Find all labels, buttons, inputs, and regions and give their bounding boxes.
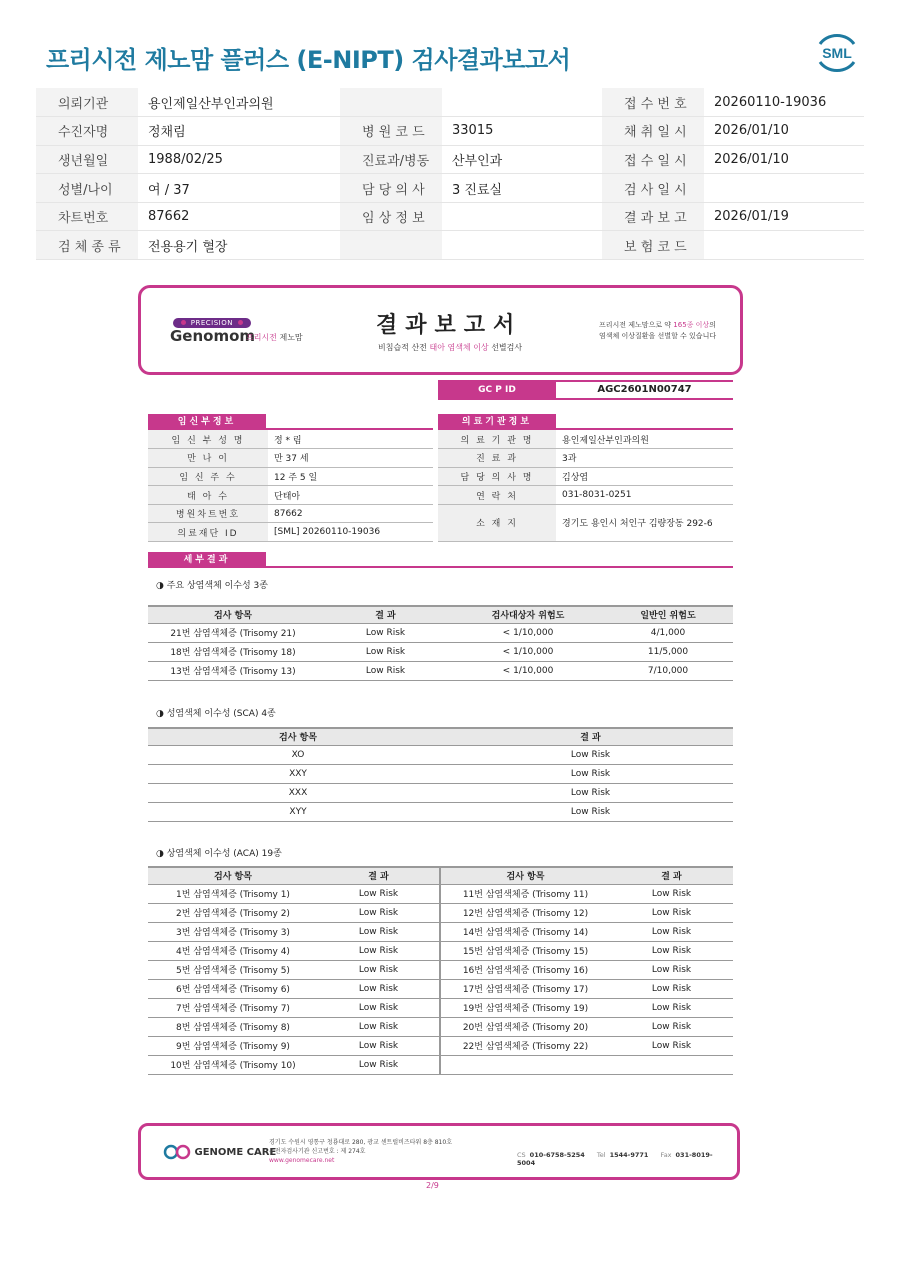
info-row	[438, 486, 733, 505]
result-value: Low Risk	[318, 979, 440, 998]
footer-address: 경기도 수원시 영통구 청룡대로 280, 광교 센트럴비즈타워 8층 810호 유전자검사기관 신고번호 : 제 274호 www.genomecare.net	[269, 1139, 452, 1164]
aca-subtitle: ◑ 상염색체 이수성 (ACA) 19종	[156, 849, 282, 859]
header-label: 임 상 정 보	[340, 202, 442, 231]
column-header: 결 과	[448, 728, 733, 745]
major-table	[148, 605, 733, 681]
info-label: 의 료 기 관 명	[438, 430, 556, 449]
report-document	[138, 285, 743, 1190]
result-value: Low Risk	[318, 1017, 440, 1036]
test-item: < 1/10,000	[453, 661, 603, 680]
info-value: 87662	[268, 504, 433, 523]
header-value: 산부인과	[442, 145, 602, 174]
header-label: 생년월일	[36, 145, 138, 174]
result-row	[148, 922, 733, 941]
result-value: Low Risk	[610, 1036, 733, 1055]
result-row	[148, 960, 733, 979]
test-item: < 1/10,000	[453, 623, 603, 642]
header-value: 20260110-19036	[704, 88, 864, 117]
header-label: 병 원 코 드	[340, 117, 442, 146]
header-label: 보 험 코 드	[602, 231, 704, 260]
header-value: 1988/02/25	[138, 145, 340, 174]
major-subtitle: ◑ 주요 상염색체 이수성 3종	[156, 581, 268, 591]
result-value: Low Risk	[318, 1036, 440, 1055]
result-value: Low Risk	[610, 941, 733, 960]
result-value: Low Risk	[610, 903, 733, 922]
aca-table	[148, 866, 733, 1075]
test-item: 4번 삼염색체증 (Trisomy 4)	[148, 941, 318, 960]
banner-note: 프리시전 제노맘으로 약 165종 이상의 염색체 이상질환을 선별할 수 있습니다	[599, 321, 717, 340]
column-header: 일반인 위험도	[603, 606, 733, 623]
header-row	[36, 117, 864, 146]
info-row	[148, 449, 433, 468]
gcpid-label: GC P ID	[438, 380, 556, 400]
result-value: Low Risk	[448, 802, 733, 821]
genomom-logo: Genomom	[170, 327, 256, 345]
info-label: 임 신 부 성 명	[148, 430, 268, 449]
header-value: 여 / 37	[138, 174, 340, 203]
result-row	[148, 802, 733, 821]
test-item: 12번 삼염색체증 (Trisomy 12)	[440, 903, 610, 922]
header-value: 3 진료실	[442, 174, 602, 203]
info-value: 12 주 5 일	[268, 467, 433, 486]
info-label: 병원차트번호	[148, 504, 268, 523]
report-footer	[138, 1123, 740, 1180]
test-item: 17번 삼염색체증 (Trisomy 17)	[440, 979, 610, 998]
footer-contacts: CS 010-6758-5254 Tel 1544-9771 Fax 031-8019-5004	[517, 1151, 713, 1167]
header-label: 수진자명	[36, 117, 138, 146]
header-row	[36, 145, 864, 174]
test-item: 2번 삼염색체증 (Trisomy 2)	[148, 903, 318, 922]
info-value: 정 * 림	[268, 430, 433, 449]
info-row	[438, 449, 733, 468]
result-row	[148, 941, 733, 960]
test-item: 10번 삼염색체증 (Trisomy 10)	[148, 1055, 318, 1074]
patient-header-table	[36, 88, 864, 260]
test-item: 9번 삼염색체증 (Trisomy 9)	[148, 1036, 318, 1055]
info-row	[148, 504, 433, 523]
info-row	[148, 486, 433, 505]
info-label: 태 아 수	[148, 486, 268, 505]
result-value	[610, 1055, 733, 1074]
report-banner	[138, 285, 743, 375]
precision-badge: PRECISION	[173, 318, 251, 328]
report-subtitle: 비침습적 산전 태아 염색체 이상 선별검사	[378, 343, 523, 352]
info-value: [SML] 20260110-19036	[268, 523, 433, 542]
header-row	[36, 174, 864, 203]
detail-section-title: 세부결과	[148, 552, 266, 568]
test-item: 22번 삼염색체증 (Trisomy 22)	[440, 1036, 610, 1055]
header-row	[36, 202, 864, 231]
info-label: 소 재 지	[438, 504, 556, 541]
column-header: 결 과	[318, 606, 453, 623]
test-item: 7번 삼염색체증 (Trisomy 7)	[148, 998, 318, 1017]
test-item: 14번 삼염색체증 (Trisomy 14)	[440, 922, 610, 941]
header-label	[340, 88, 442, 117]
info-label: 임 신 주 수	[148, 467, 268, 486]
info-value: 만 37 세	[268, 449, 433, 468]
result-value: Low Risk	[610, 998, 733, 1017]
header-label: 검 사 일 시	[602, 174, 704, 203]
result-value: Low Risk	[318, 998, 440, 1017]
result-row	[148, 903, 733, 922]
test-item: 3번 삼염색체증 (Trisomy 3)	[148, 922, 318, 941]
info-value: 031-8031-0251	[556, 486, 733, 505]
result-value: Low Risk	[318, 623, 453, 642]
result-row	[148, 884, 733, 903]
info-label: 연 락 처	[438, 486, 556, 505]
column-header: 검사 항목	[148, 867, 318, 884]
header-value: 용인제일산부인과의원	[138, 88, 340, 117]
detail-section-line	[148, 566, 733, 568]
result-value: Low Risk	[610, 884, 733, 903]
info-value: 용인제일산부인과의원	[556, 430, 733, 449]
header-value: 2026/01/19	[704, 202, 864, 231]
page-title: 프리시전 제노맘 플러스 (E-NIPT) 검사결과보고서	[46, 46, 571, 74]
result-row	[148, 642, 733, 661]
report-title: 결과보고서	[376, 313, 523, 338]
info-value: 3과	[556, 449, 733, 468]
header-value	[442, 231, 602, 260]
header-row	[36, 231, 864, 260]
test-item: 8번 삼염색체증 (Trisomy 8)	[148, 1017, 318, 1036]
result-value: Low Risk	[318, 661, 453, 680]
result-value: Low Risk	[318, 922, 440, 941]
test-item: 11번 삼염색체증 (Trisomy 11)	[440, 884, 610, 903]
header-label: 결 과 보 고	[602, 202, 704, 231]
test-item: XO	[148, 745, 448, 764]
info-row	[148, 467, 433, 486]
genomom-sub: 프리시전 제노맘	[246, 333, 303, 342]
header-value: 2026/01/10	[704, 117, 864, 146]
result-value: Low Risk	[610, 960, 733, 979]
test-item	[440, 1055, 610, 1074]
test-item: 19번 삼염색체증 (Trisomy 19)	[440, 998, 610, 1017]
test-item: 16번 삼염색체증 (Trisomy 16)	[440, 960, 610, 979]
result-value: Low Risk	[610, 979, 733, 998]
header-value: 33015	[442, 117, 602, 146]
info-value: 단태아	[268, 486, 433, 505]
result-value: Low Risk	[318, 642, 453, 661]
result-value: 11/5,000	[603, 642, 733, 661]
footer-website[interactable]: www.genomecare.net	[269, 1157, 335, 1164]
result-row	[148, 1055, 733, 1074]
info-value: 경기도 용인시 처인구 김량장동 292-6	[556, 504, 733, 541]
test-item: 20번 삼염색체증 (Trisomy 20)	[440, 1017, 610, 1036]
test-item: XYY	[148, 802, 448, 821]
info-label: 의료재단 ID	[148, 523, 268, 542]
header-label	[340, 231, 442, 260]
info-label: 만 나 이	[148, 449, 268, 468]
info-row	[148, 523, 433, 542]
hospital-info-table	[438, 430, 733, 542]
test-item: XXX	[148, 783, 448, 802]
page-number: 2/9	[426, 1181, 439, 1190]
result-value: Low Risk	[318, 960, 440, 979]
result-value: 7/10,000	[603, 661, 733, 680]
header-value	[442, 88, 602, 117]
svg-text:SML: SML	[822, 45, 852, 61]
result-row	[148, 979, 733, 998]
header-label: 의뢰기관	[36, 88, 138, 117]
header-label: 성별/나이	[36, 174, 138, 203]
info-label: 진 료 과	[438, 449, 556, 468]
header-value: 정채림	[138, 117, 340, 146]
result-row	[148, 623, 733, 642]
info-row	[438, 504, 733, 541]
header-label: 접 수 일 시	[602, 145, 704, 174]
test-item: 18번 삼염색체증 (Trisomy 18)	[148, 642, 318, 661]
sca-table	[148, 727, 733, 822]
info-value: 김상엽	[556, 467, 733, 486]
header-value	[704, 174, 864, 203]
result-row	[148, 1036, 733, 1055]
result-value: Low Risk	[448, 764, 733, 783]
test-item: 15번 삼염색체증 (Trisomy 15)	[440, 941, 610, 960]
result-row	[148, 661, 733, 680]
header-value	[442, 202, 602, 231]
column-header: 결 과	[318, 867, 440, 884]
result-value: Low Risk	[318, 903, 440, 922]
result-value: Low Risk	[448, 745, 733, 764]
result-row	[148, 783, 733, 802]
result-value: Low Risk	[318, 1055, 440, 1074]
test-item: 5번 삼염색체증 (Trisomy 5)	[148, 960, 318, 979]
patient-section-title: 임신부정보	[148, 414, 266, 430]
info-label: 담 당 의 사 명	[438, 467, 556, 486]
header-label: 진료과/병동	[340, 145, 442, 174]
result-value: 4/1,000	[603, 623, 733, 642]
sml-logo	[812, 30, 862, 76]
test-item: 21번 삼염색체증 (Trisomy 21)	[148, 623, 318, 642]
result-value: Low Risk	[448, 783, 733, 802]
test-item: 13번 삼염색체증 (Trisomy 13)	[148, 661, 318, 680]
header-value: 2026/01/10	[704, 145, 864, 174]
result-value: Low Risk	[318, 884, 440, 903]
sca-subtitle: ◑ 성염색체 이수성 (SCA) 4종	[156, 709, 276, 719]
header-label: 검 체 종 류	[36, 231, 138, 260]
header-label: 차트번호	[36, 202, 138, 231]
hospital-section-title: 의료기관정보	[438, 414, 556, 430]
header-value	[704, 231, 864, 260]
info-row	[438, 467, 733, 486]
test-item: 1번 삼염색체증 (Trisomy 1)	[148, 884, 318, 903]
genome-care-logo: GENOME CARE	[163, 1144, 276, 1160]
header-row	[36, 88, 864, 117]
gcpid-value: AGC2601N00747	[556, 380, 733, 400]
column-header: 검사대상자 위험도	[453, 606, 603, 623]
header-value: 87662	[138, 202, 340, 231]
result-row	[148, 998, 733, 1017]
info-row	[438, 430, 733, 449]
test-item: XXY	[148, 764, 448, 783]
column-header: 검사 항목	[440, 867, 610, 884]
column-header: 검사 항목	[148, 728, 448, 745]
test-item: 6번 삼염색체증 (Trisomy 6)	[148, 979, 318, 998]
header-label: 접 수 번 호	[602, 88, 704, 117]
info-row	[148, 430, 433, 449]
column-header: 결 과	[610, 867, 733, 884]
result-value: Low Risk	[610, 1017, 733, 1036]
genome-care-icon	[163, 1144, 191, 1160]
column-header: 검사 항목	[148, 606, 318, 623]
header-label: 채 취 일 시	[602, 117, 704, 146]
result-value: Low Risk	[610, 922, 733, 941]
test-item: < 1/10,000	[453, 642, 603, 661]
patient-info-table	[148, 430, 433, 542]
result-row	[148, 764, 733, 783]
header-label: 담 당 의 사	[340, 174, 442, 203]
result-row	[148, 745, 733, 764]
result-row	[148, 1017, 733, 1036]
result-value: Low Risk	[318, 941, 440, 960]
header-value: 전용용기 혈장	[138, 231, 340, 260]
